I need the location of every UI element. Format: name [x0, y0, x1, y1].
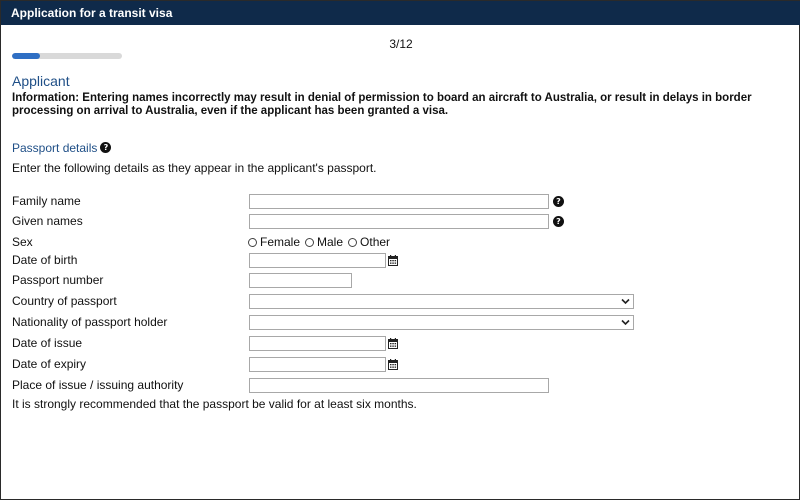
date-of-expiry-input[interactable]: [249, 357, 386, 372]
passport-validity-note: It is strongly recommended that the passport be valid for at least six months.: [12, 397, 417, 411]
sex-option-female[interactable]: [248, 235, 300, 249]
nationality-select[interactable]: [249, 315, 634, 330]
question-circle-icon[interactable]: ?: [553, 196, 564, 207]
country-of-passport-select[interactable]: [249, 294, 634, 309]
radio-button-male[interactable]: [305, 238, 314, 247]
family-name-label: Family name: [12, 194, 81, 208]
calendar-icon[interactable]: [388, 359, 398, 370]
date-of-expiry-label: Date of expiry: [12, 357, 87, 371]
question-circle-icon[interactable]: ?: [553, 216, 564, 227]
place-of-issue-input[interactable]: [249, 378, 549, 393]
progress-bar: [12, 53, 122, 59]
place-of-issue-label: Place of issue / issuing authority: [12, 378, 184, 392]
chevron-down-icon: [621, 317, 630, 328]
given-names-input[interactable]: [249, 214, 549, 229]
calendar-icon[interactable]: [388, 338, 398, 349]
nationality-label: Nationality of passport holder: [12, 315, 168, 329]
sex-option-label: Female: [260, 235, 301, 249]
sex-label: Sex: [12, 235, 33, 249]
sex-option-other[interactable]: [348, 235, 390, 249]
given-names-label: Given names: [12, 214, 83, 228]
information-notice: Information: Entering names incorrectly may result in denial of permission to board an aircraft to Australia, or result in delays in border processing on arrival to Australia, even if the applicant has been granted a visa.: [12, 92, 752, 117]
question-circle-icon[interactable]: ?: [100, 142, 111, 153]
passport-details-label: Passport details: [12, 141, 98, 155]
window-title: Application for a transit visa: [1, 1, 800, 25]
passport-details-heading: [12, 141, 111, 155]
sex-option-male[interactable]: [305, 235, 343, 249]
step-indicator: 3/12: [389, 37, 413, 51]
date-of-issue-label: Date of issue: [12, 336, 83, 350]
passport-number-input[interactable]: [249, 273, 352, 288]
radio-button-other[interactable]: [348, 238, 357, 247]
date-of-issue-input[interactable]: [249, 336, 386, 351]
date-of-birth-label: Date of birth: [12, 253, 78, 267]
country-of-passport-label: Country of passport: [12, 294, 117, 308]
passport-number-label: Passport number: [12, 273, 104, 287]
calendar-icon[interactable]: [388, 255, 398, 266]
passport-intro: Enter the following details as they appear in the applicant's passport.: [12, 161, 377, 175]
family-name-input[interactable]: [249, 194, 549, 209]
sex-option-label: Male: [317, 235, 344, 249]
sex-radio-group: [248, 235, 395, 249]
radio-button-female[interactable]: [248, 238, 257, 247]
chevron-down-icon: [621, 296, 630, 307]
sex-option-label: Other: [360, 235, 391, 249]
progress-fill: [12, 53, 40, 59]
date-of-birth-input[interactable]: [249, 253, 386, 268]
section-title: Applicant: [12, 73, 70, 89]
